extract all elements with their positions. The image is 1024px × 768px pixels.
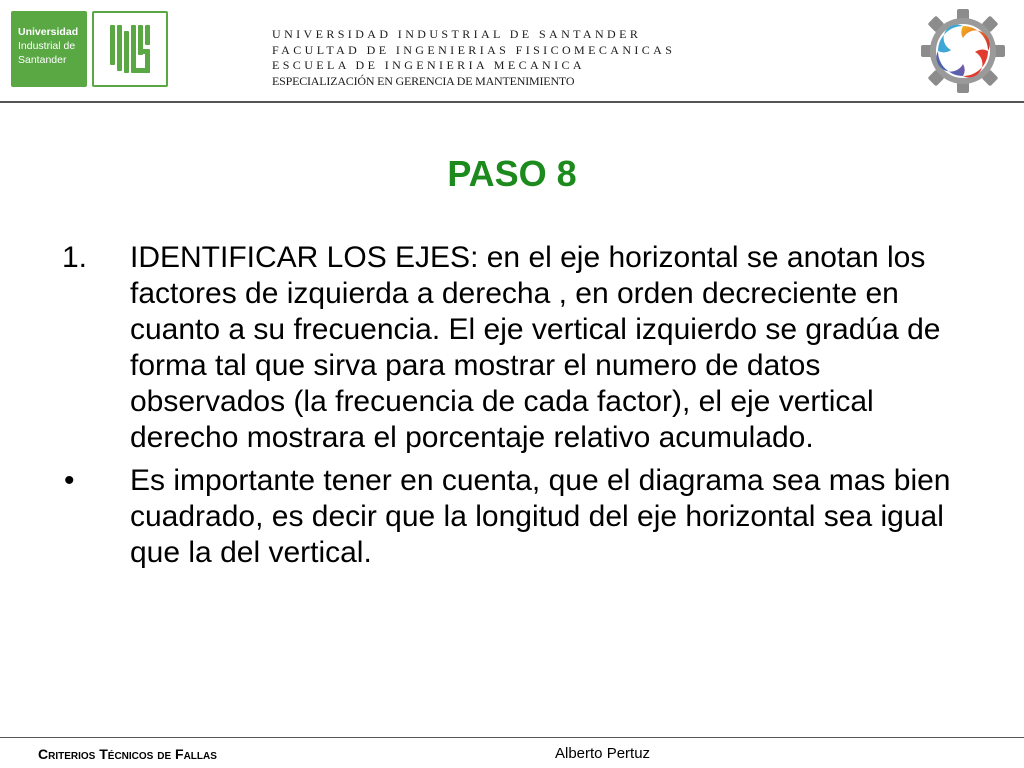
university-logo-line-3: Santander <box>18 54 67 66</box>
header-divider <box>0 101 1024 103</box>
university-logo-line-2: Industrial de <box>18 40 76 52</box>
university-logo-line-1: Universidad <box>18 26 79 38</box>
bullet-marker: • <box>64 464 75 497</box>
footer-author: Alberto Pertuz <box>555 745 651 762</box>
list-item-text: IDENTIFICAR LOS EJES: en el eje horizontal se anotan los factores de izquierda a derecha , en orden decreciente en cuanto a su frecuencia. El eje vertical izquierdo se gradúa de forma tal que sirva para mostrar el numero de datos observados (la frecuencia de cada factor), el eje vertical derecho mostrara el porcentaje relativo acumulado. <box>130 241 941 454</box>
header-school: ESCUELA DE INGENIERIA MECANICA <box>272 58 585 72</box>
list-item <box>0 240 960 456</box>
slide-content <box>0 240 1024 578</box>
list-item-text: Es importante tener en cuenta, que el diagrama sea mas bien cuadrado, es decir que la longitud del eje horizontal sea igual que la del vertical. <box>130 464 951 569</box>
footer-course-title: Criterios Técnicos de Fallas <box>38 746 217 762</box>
gear-swirl-logo-icon <box>918 5 1008 97</box>
list-item <box>0 463 960 571</box>
header-institution-text <box>272 27 675 89</box>
header-university: UNIVERSIDAD INDUSTRIAL DE SANTANDER <box>272 27 642 41</box>
slide-title: PASO 8 <box>447 153 577 194</box>
university-logo <box>11 11 87 87</box>
header-specialization: ESPECIALIZACIÓN EN GERENCIA DE MANTENIMIENTO <box>272 73 575 88</box>
list-number: 1. <box>62 241 88 274</box>
footer-divider <box>0 737 1024 738</box>
uis-logo-icon <box>92 11 168 87</box>
header-faculty: FACULTAD DE INGENIERIAS FISICOMECANICAS <box>272 42 676 57</box>
